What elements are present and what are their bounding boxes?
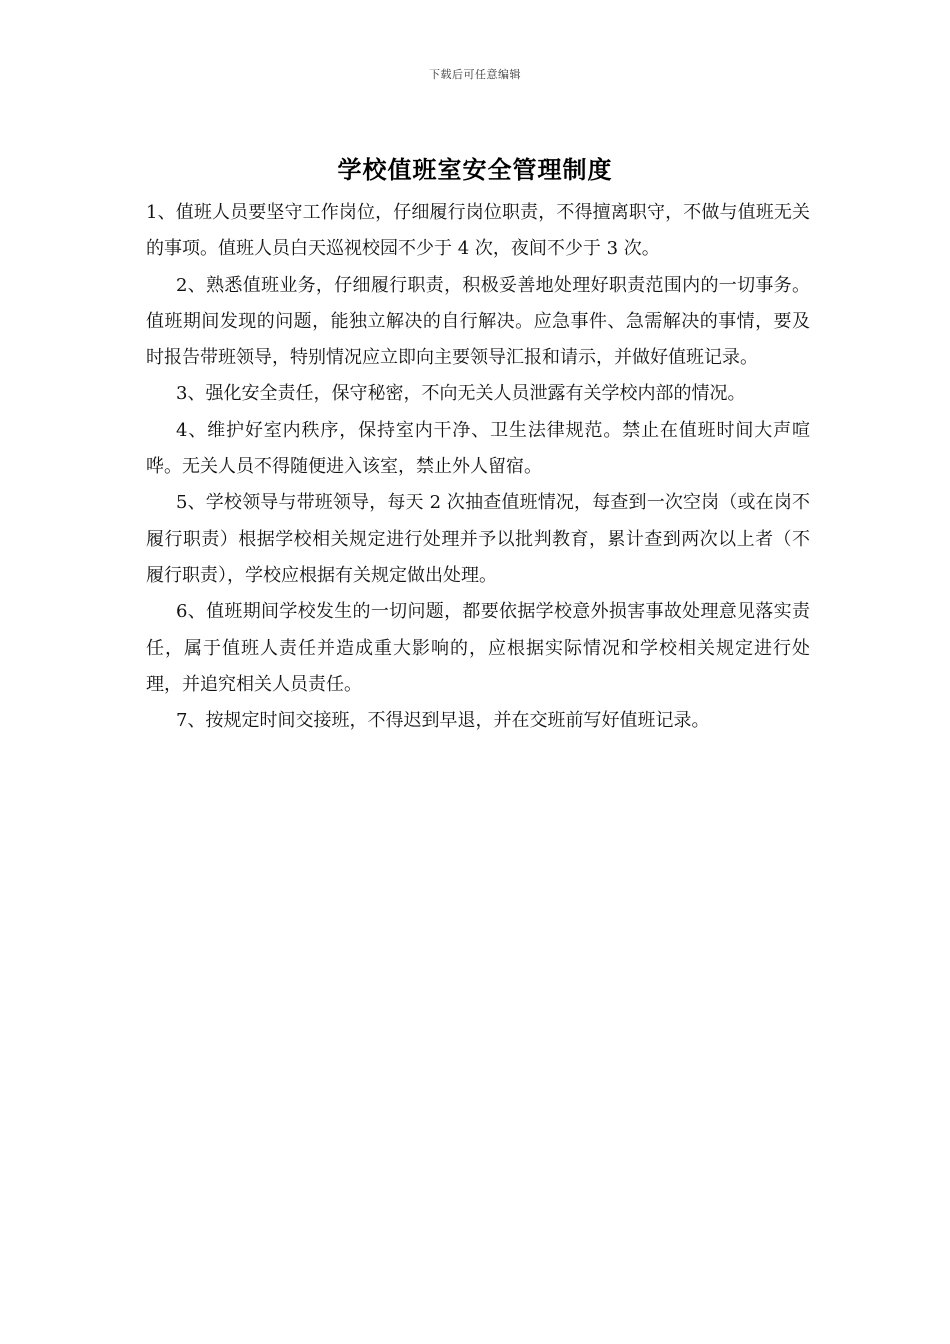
- paragraph-1: 1、值班人员要坚守工作岗位，仔细履行岗位职责，不得擅离职守，不做与值班无关的事项。值班人员白天巡视校园不少于 4 次，夜间不少于 3 次。: [146, 202, 810, 260]
- paragraph-2: 2、熟悉值班业务，仔细履行职责，积极妥善地处理好职责范围内的一切事务。值班期间发现的问题，能独立解决的自行解决。应急事件、急需解决的事情，要及时报告带班领导，特别情况应立即向主要领导汇报和请示，并做好值班记录。: [146, 274, 810, 369]
- document-body: [146, 195, 810, 739]
- header-note: 下载后可任意编辑: [429, 68, 521, 81]
- paragraph-6: 6、值班期间学校发生的一切问题，都要依据学校意外损害事故处理意见落实责任，属于值班人责任并造成重大影响的，应根据实际情况和学校相关规定进行处理，并追究相关人员责任。: [146, 601, 810, 695]
- page-title: 学校值班室安全管理制度: [337, 155, 613, 184]
- paragraph-3: 3、强化安全责任，保守秘密，不向无关人员泄露有关学校内部的情况。: [176, 383, 746, 405]
- paragraph-7: 7、按规定时间交接班，不得迟到早退，并在交班前写好值班记录。: [176, 710, 710, 732]
- paragraph-5: 5、学校领导与带班领导，每天 2 次抽查值班情况，每查到一次空岗（或在岗不履行职责）根据学校相关规定进行处理并予以批判教育，累计查到两次以上者（不履行职责），学校应根据有关规定做出处理。: [146, 492, 810, 586]
- paragraph-4: 4、维护好室内秩序，保持室内干净、卫生法律规范。禁止在值班时间大声喧哗。无关人员不得随便进入该室，禁止外人留宿。: [146, 419, 810, 478]
